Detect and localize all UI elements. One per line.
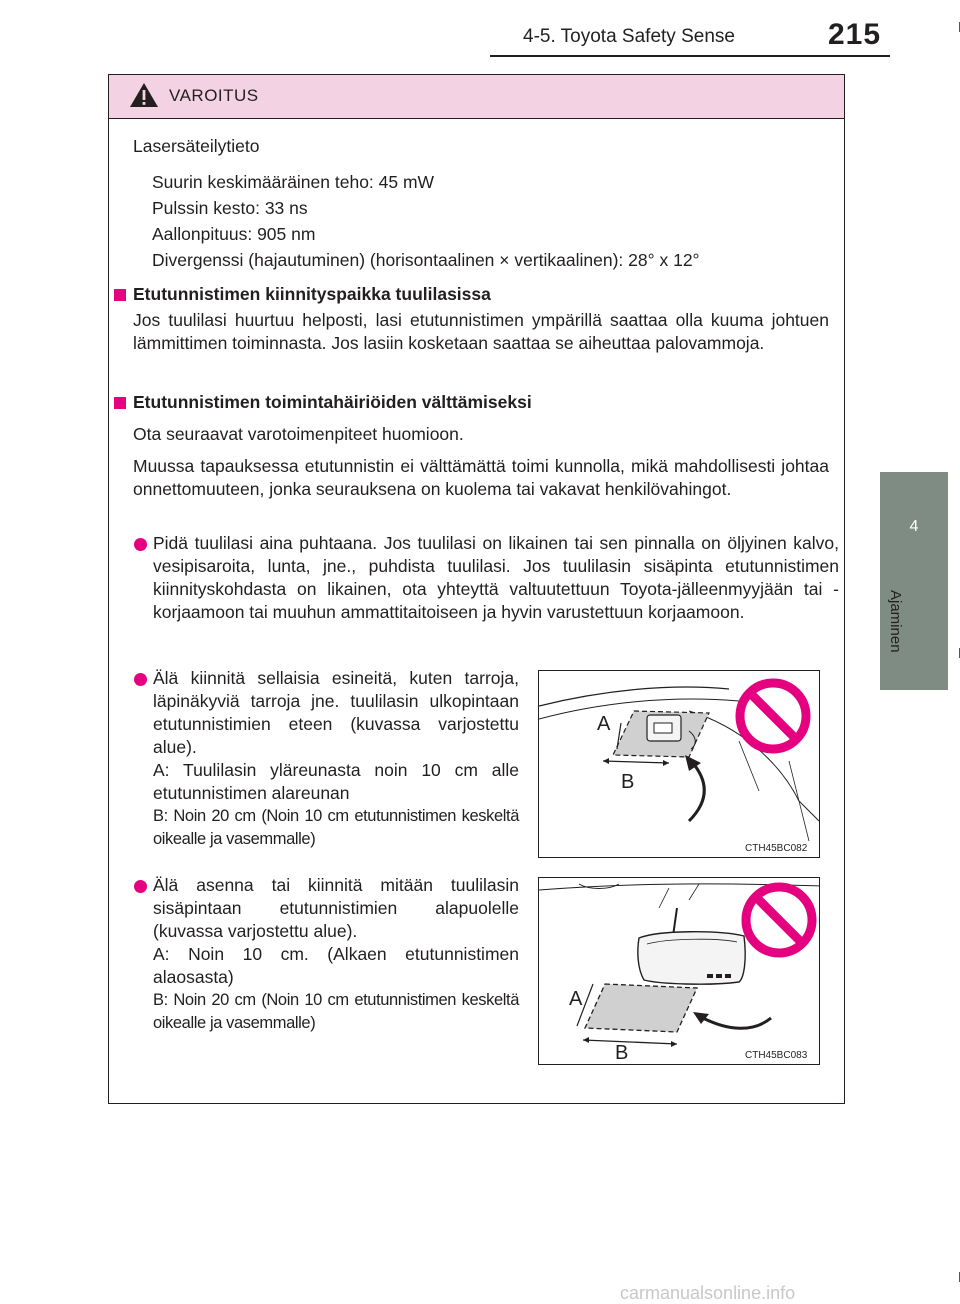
section-heading: Etutunnistimen kiinnityspaikka tuulilasissa — [133, 284, 491, 304]
laser-spec: Aallonpituus: 905 nm — [152, 224, 316, 244]
laser-spec: Pulssin kesto: 33 ns — [152, 198, 308, 218]
figure-windshield-exterior — [538, 670, 820, 858]
bullet-note-b: B: Noin 20 cm (Noin 10 cm etutunnistimen keskeltä oikealle ja vasemmalle) — [153, 807, 519, 848]
bullet-note-a: A: Noin 10 cm. (Alkaen etutunnistimen alaosasta) — [153, 944, 519, 987]
square-bullet-icon — [114, 289, 126, 301]
bullet-note-a: A: Tuulilasin yläreunasta noin 10 cm alle etutunnistimen alareunan — [153, 760, 519, 803]
bullet-note-b: B: Noin 20 cm (Noin 10 cm etutunnistimen keskeltä oikealle ja vasemmalle) — [153, 991, 519, 1032]
warning-title: VAROITUS — [169, 86, 259, 105]
mirror-illustration — [539, 878, 820, 1065]
bullet-main: Älä asenna tai kiinnitä mitään tuulilasin sisäpintaan etutunnistimien alapuolelle (kuvassa varjostettu alue). — [153, 875, 519, 941]
windshield-illustration — [539, 671, 820, 858]
watermark: carmanualsonline.info — [620, 1283, 796, 1303]
bullet-main: Älä kiinnitä sellaisia esineitä, kuten tarroja, läpinäkyviä tarroja jne. tuulilasin ulkopintaan etutunnistimien eteen (kuvassa varjostettu alue). — [153, 668, 519, 757]
figure-label-b: B — [615, 1042, 629, 1064]
figure-windshield-interior — [538, 877, 820, 1065]
warning-header — [109, 75, 844, 119]
figure-label-a: A — [569, 988, 583, 1010]
laser-spec: Divergenssi (hajautuminen) (horisontaalinen × vertikaalinen): 28° x 12° — [152, 250, 700, 270]
section-body: Jos tuulilasi huurtuu helposti, lasi etutunnistimen ympärillä saattaa olla kuuma johtuen lämmittimen toiminnasta. Jos lasiin kosketaan saattaa se aiheuttaa palovammoja. — [133, 310, 829, 353]
page-number: 215 — [828, 18, 882, 51]
chapter-tab — [880, 472, 948, 690]
section-intro: Ota seuraavat varotoimenpiteet huomioon. — [133, 424, 464, 444]
section-title: 4-5. Toyota Safety Sense — [523, 26, 735, 47]
figure-code: CTH45BC082 — [745, 843, 808, 854]
round-bullet-icon — [134, 673, 147, 686]
header-rule — [490, 55, 890, 57]
round-bullet-icon — [134, 538, 147, 551]
section-heading: Etutunnistimen toimintahäiriöiden välttämiseksi — [133, 392, 532, 412]
bullet-text — [153, 874, 519, 1035]
round-bullet-icon — [134, 880, 147, 893]
figure-code: CTH45BC083 — [745, 1050, 808, 1061]
section-body: Muussa tapauksessa etutunnistin ei välttämättä toimi kunnolla, mikä mahdollisesti johtaa onnettomuuteen, jonka seurauksena on kuolema tai vakavat henkilövahingot. — [133, 456, 829, 499]
figure-label-a: A — [597, 713, 611, 735]
bullet-text — [153, 667, 519, 851]
warning-triangle-icon — [129, 81, 159, 109]
chapter-number: 4 — [909, 518, 919, 535]
figure-label-b: B — [621, 771, 635, 793]
chapter-title: Ajaminen — [887, 590, 904, 653]
square-bullet-icon — [114, 397, 126, 409]
laser-spec: Suurin keskimääräinen teho: 45 mW — [152, 172, 435, 192]
bullet-text: Pidä tuulilasi aina puhtaana. Jos tuulilasi on likainen tai sen pinnalla on öljyinen kalvo, vesipisaroita, lunta, jne., puhdista tuulilasi. Jos tuulilasin sisäpinta etutunnistimen kiinnityskohdasta on likainen, ota yhteyttä valtuutettuun Toyota-jälleenmyyjään tai -korjaamoon tai muuhun ammattitaitoiseen ja hyvin varustettuun korjaamoon. — [153, 533, 839, 622]
laser-heading: Lasersäteilytieto — [133, 136, 260, 156]
